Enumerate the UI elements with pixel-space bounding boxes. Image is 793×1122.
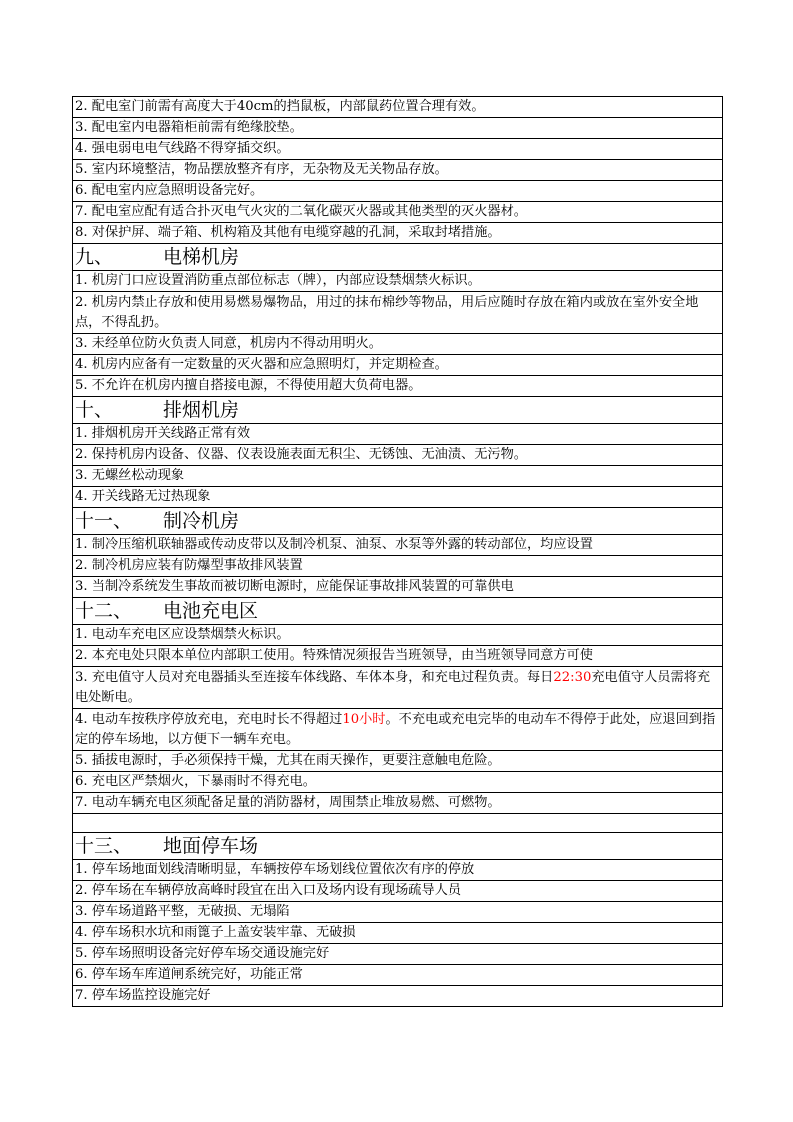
table-cell [73, 772, 723, 793]
item-text: 6. 配电室内应急照明设备完好。 [75, 183, 264, 198]
checklist-item-row [73, 466, 723, 487]
item-text: 4. 开关线路无过热现象 [75, 489, 211, 504]
table-cell [73, 139, 723, 160]
table-cell [73, 814, 723, 833]
item-text: 4. 电动车按秩序停放充电，充电时长不得超过 [75, 711, 343, 727]
section-heading-row [73, 244, 723, 271]
table-cell [73, 202, 723, 223]
table-cell [73, 793, 723, 814]
empty-row [73, 814, 723, 833]
highlighted-value: 10小时 [342, 711, 386, 727]
table-cell [73, 625, 723, 646]
item-text: 6. 充电区严禁烟火，下暴雨时不得充电。 [75, 774, 316, 789]
section-number: 十、 [75, 399, 114, 421]
item-text: 2. 配电室门前需有高度大于40cm的挡鼠板，内部鼠药位置合理有效。 [75, 99, 485, 114]
table-cell [73, 923, 723, 944]
table-cell [73, 97, 723, 118]
item-text: 1. 停车场地面划线清晰明显，车辆按停车场划线位置依次有序的停放 [75, 862, 475, 877]
item-text: 8. 对保护屏、端子箱、机构箱及其他有电缆穿越的孔洞，采取封堵措施。 [75, 225, 501, 240]
item-text: 充电值守人员需将充电处断电。 [75, 669, 711, 705]
section-number: 九、 [75, 246, 114, 268]
table-cell [73, 271, 723, 292]
item-text: 1. 机房门口应设置消防重点部位标志（牌），内部应设禁烟禁火标识。 [75, 273, 481, 288]
table-body [73, 97, 723, 1007]
table-cell [73, 598, 723, 625]
item-text: 4. 停车场积水坑和雨篦子上盖安装牢靠、无破损 [75, 925, 356, 940]
table-cell [73, 466, 723, 487]
checklist-item-row [73, 860, 723, 881]
item-text: 3. 当制冷系统发生事故而被切断电源时，应能保证事故排风装置的可靠供电 [75, 579, 514, 594]
table-cell [73, 667, 723, 709]
table-cell [73, 833, 723, 860]
item-text: 5. 室内环境整洁，物品摆放整齐有序，无杂物及无关物品存放。 [75, 162, 448, 177]
table-cell [73, 376, 723, 397]
table-cell [73, 709, 723, 751]
checklist-item-row [73, 577, 723, 598]
table-cell [73, 181, 723, 202]
item-text: 4. 强电弱电电气线路不得穿插交织。 [75, 141, 290, 156]
checklist-item-row [73, 445, 723, 466]
table-cell [73, 965, 723, 986]
item-text: 5. 停车场照明设备完好停车场交通设施完好 [75, 946, 330, 961]
table-cell [73, 334, 723, 355]
item-text: 7. 停车场监控设施完好 [75, 988, 211, 1003]
section-heading-row [73, 508, 723, 535]
item-text: 3. 无螺丝松动现象 [75, 468, 185, 483]
checklist-item-row [73, 535, 723, 556]
checklist-item-row [73, 556, 723, 577]
checklist-item-row [73, 334, 723, 355]
table-cell [73, 160, 723, 181]
item-text: 1. 制冷压缩机联轴器或传动皮带以及制冷机泵、油泵、水泵等外露的转动部位，均应设置 [75, 537, 593, 552]
table-cell [73, 902, 723, 923]
table-cell [73, 445, 723, 466]
item-text: 3. 充电值守人员对充电器插头至连接车体线路、车体本身，和充电过程负责。每日 [75, 669, 554, 685]
item-text: 3. 未经单位防火负责人同意，机房内不得动用明火。 [75, 336, 382, 351]
checklist-item-row [73, 271, 723, 292]
item-text: 1. 电动车充电区应设禁烟禁火标识。 [75, 627, 290, 642]
item-text: 2. 制冷机房应装有防爆型事故排风装置 [75, 558, 303, 573]
table-cell [73, 244, 723, 271]
item-text: 5. 插拔电源时，手必须保持干燥，尤其在雨天操作，更要注意触电危险。 [75, 753, 501, 768]
checklist-item-row [73, 902, 723, 923]
checklist-item-row [73, 944, 723, 965]
table-cell [73, 355, 723, 376]
checklist-item-row [73, 986, 723, 1007]
checklist-item-row [73, 965, 723, 986]
checklist-item-row [73, 881, 723, 902]
checklist-item-row [73, 667, 723, 709]
item-text: 3. 停车场道路平整，无破损、无塌陷 [75, 904, 290, 919]
table-cell [73, 881, 723, 902]
checklist-item-row [73, 181, 723, 202]
item-text: 4. 机房内应备有一定数量的灭火器和应急照明灯，并定期检查。 [75, 357, 448, 372]
checklist-item-row [73, 355, 723, 376]
checklist-item-row [73, 793, 723, 814]
inspection-checklist-table [72, 96, 723, 1007]
table-cell [73, 487, 723, 508]
table-cell [73, 860, 723, 881]
table-cell [73, 292, 723, 334]
table-cell [73, 424, 723, 445]
checklist-item-row [73, 118, 723, 139]
section-number: 十三、 [75, 835, 133, 857]
item-text: 2. 停车场在车辆停放高峰时段宜在出入口及场内设有现场疏导人员 [75, 883, 462, 898]
table-cell [73, 508, 723, 535]
checklist-item-row [73, 139, 723, 160]
checklist-item-row [73, 424, 723, 445]
checklist-item-row [73, 376, 723, 397]
checklist-item-row [73, 923, 723, 944]
item-text: 2. 保持机房内设备、仪器、仪表设施表面无积尘、无锈蚀、无油渍、无污物。 [75, 447, 527, 462]
item-text: 5. 不允许在机房内擅自搭接电源，不得使用超大负荷电器。 [75, 378, 422, 393]
table-cell [73, 535, 723, 556]
table-cell [73, 118, 723, 139]
checklist-item-row [73, 97, 723, 118]
checklist-item-row [73, 625, 723, 646]
item-text: 6. 停车场车库道闸系统完好，功能正常 [75, 967, 303, 982]
section-heading-row [73, 397, 723, 424]
table-cell [73, 646, 723, 667]
section-heading-row [73, 833, 723, 860]
section-heading-row [73, 598, 723, 625]
checklist-item-row [73, 487, 723, 508]
item-text: 2. 本充电处只限本单位内部职工使用。特殊情况须报告当班领导，由当班领导同意方可使 [75, 648, 593, 663]
section-title: 电池充电区 [163, 600, 259, 622]
highlighted-value: 22:30 [553, 669, 592, 685]
checklist-item-row [73, 160, 723, 181]
table-cell [73, 751, 723, 772]
section-title: 排烟机房 [163, 399, 240, 421]
checklist-item-row [73, 709, 723, 751]
table-cell [73, 556, 723, 577]
item-text: 1. 排烟机房开关线路正常有效 [75, 426, 251, 441]
table-cell [73, 577, 723, 598]
section-title: 地面停车场 [163, 835, 259, 857]
section-number: 十一、 [75, 510, 133, 532]
section-title: 电梯机房 [163, 246, 240, 268]
table-cell [73, 397, 723, 424]
section-number: 十二、 [75, 600, 133, 622]
table-cell [73, 986, 723, 1007]
table-cell [73, 944, 723, 965]
checklist-item-row [73, 223, 723, 244]
checklist-item-row [73, 772, 723, 793]
checklist-item-row [73, 646, 723, 667]
section-title: 制冷机房 [163, 510, 240, 532]
item-text: 2. 机房内禁止存放和使用易燃易爆物品，用过的抹布棉纱等物品，用后应随时存放在箱内或放在室外安全地点，不得乱扔。 [75, 294, 699, 330]
checklist-item-row [73, 202, 723, 223]
checklist-item-row [73, 751, 723, 772]
item-text: 。不充电或充电完毕的电动车不得停于此处，应退回到指定的停车场地，以方便下一辆车充电。 [75, 711, 716, 747]
item-text: 7. 配电室应配有适合扑灭电气火灾的二氧化碳灭火器或其他类型的灭火器材。 [75, 204, 527, 219]
table-cell [73, 223, 723, 244]
item-text: 3. 配电室内电器箱柜前需有绝缘胶垫。 [75, 120, 303, 135]
item-text: 7. 电动车辆充电区须配备足量的消防器材，周围禁止堆放易燃、可燃物。 [75, 795, 501, 810]
checklist-item-row [73, 292, 723, 334]
